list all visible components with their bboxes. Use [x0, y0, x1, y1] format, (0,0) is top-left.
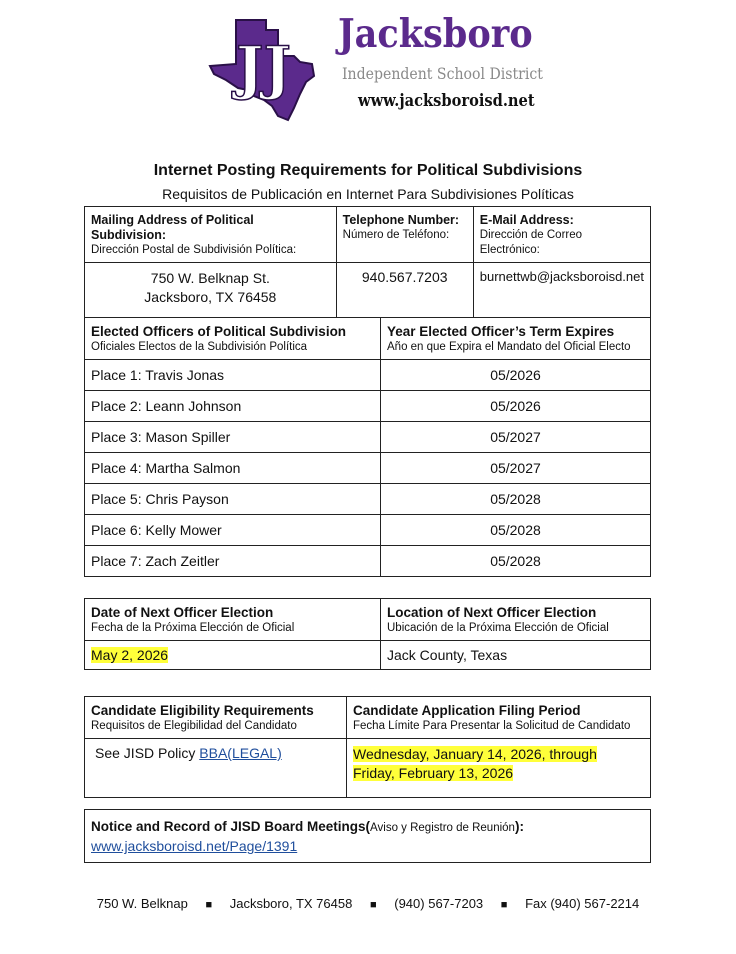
- officer-term: 05/2028: [381, 515, 651, 546]
- district-website: www.jacksboroisd.net: [358, 91, 535, 111]
- officer-name: Place 2: Leann Johnson: [85, 391, 381, 422]
- election-date-cell: [85, 641, 381, 670]
- officer-name: Place 5: Chris Payson: [85, 484, 381, 515]
- email-header: [473, 207, 650, 263]
- email-value[interactable]: burnettwb@jacksboroisd.net: [479, 269, 644, 284]
- district-subtitle: Independent School District: [342, 64, 543, 83]
- footer: [0, 896, 736, 911]
- mailing-label-es: Dirección Postal de Subdivisión Política:: [91, 244, 297, 256]
- officer-name: Place 3: Mason Spiller: [85, 422, 381, 453]
- election-location-cell: [381, 641, 651, 670]
- table-row: [85, 391, 651, 422]
- footer-separator: ■: [500, 899, 508, 911]
- footer-separator: ■: [369, 899, 377, 911]
- candidate-table: [84, 696, 651, 798]
- address-line2: Jacksboro, TX 76458: [144, 289, 277, 305]
- officer-name: Place 4: Martha Salmon: [85, 453, 381, 484]
- table-row: [85, 453, 651, 484]
- meetings-paren-close: ):: [514, 819, 524, 834]
- footer-city: Jacksboro, TX 76458: [229, 896, 353, 911]
- policy-prefix: See JISD Policy: [95, 745, 200, 761]
- meetings-label-es: Aviso y Registro de Reunión: [370, 822, 515, 834]
- footer-fax: Fax (940) 567-2214: [525, 896, 640, 911]
- meetings-table: [84, 809, 651, 863]
- footer-separator: ■: [205, 899, 213, 911]
- officers-label-es: Oficiales Electos de la Subdivisión Política: [91, 341, 308, 353]
- table-row: [85, 422, 651, 453]
- officer-name: Place 6: Kelly Mower: [85, 515, 381, 546]
- table-row: [85, 484, 651, 515]
- election-location-value: Jack County, Texas: [387, 647, 508, 663]
- eligibility-cell: [85, 739, 347, 798]
- phone-value: 940.567.7203: [361, 269, 448, 285]
- table-row: [85, 546, 651, 577]
- email-label-es: Dirección de Correo Electrónico:: [479, 229, 583, 256]
- election-date-value: May 2, 2026: [91, 647, 169, 663]
- phone-label-es: Número de Teléfono:: [342, 229, 450, 241]
- meetings-paren-open: (: [365, 819, 371, 834]
- officer-term: 05/2028: [381, 546, 651, 577]
- election-location-header: [381, 599, 651, 641]
- policy-link[interactable]: BBA(LEGAL): [199, 745, 282, 761]
- phone-header: [336, 207, 473, 263]
- officer-term: 05/2026: [381, 360, 651, 391]
- election-table: [84, 598, 651, 670]
- officer-term: 05/2027: [381, 422, 651, 453]
- term-header: [381, 318, 651, 360]
- election-location-label: Location of Next Officer Election: [387, 605, 597, 620]
- phone-label: Telephone Number:: [342, 213, 460, 227]
- address-cell: [85, 263, 337, 318]
- meetings-label: Notice and Record of JISD Board Meetings: [91, 819, 366, 834]
- election-date-header: [85, 599, 381, 641]
- phone-cell: [336, 263, 473, 318]
- meetings-link[interactable]: www.jacksboroisd.net/Page/1391: [91, 838, 298, 854]
- meetings-cell: [85, 810, 651, 863]
- officers-table: [84, 317, 651, 577]
- officer-name: Place 7: Zach Zeitler: [85, 546, 381, 577]
- email-label: E-Mail Address:: [479, 213, 574, 227]
- district-name: Jacksboro: [338, 11, 533, 57]
- term-label: Year Elected Officer’s Term Expires: [387, 324, 615, 339]
- eligibility-header: [85, 697, 347, 739]
- officer-term: 05/2027: [381, 453, 651, 484]
- table-row: [85, 360, 651, 391]
- filing-label-es: Fecha Límite Para Presentar la Solicitud de Candidato: [353, 720, 631, 732]
- officers-label: Elected Officers of Political Subdivision: [91, 324, 347, 339]
- contact-table: [84, 206, 651, 318]
- election-location-label-es: Ubicación de la Próxima Elección de Oficial: [387, 622, 609, 634]
- filing-line2: Friday, February 13, 2026: [353, 765, 514, 781]
- officer-term: 05/2028: [381, 484, 651, 515]
- district-logo: [208, 16, 318, 126]
- footer-phone: (940) 567-7203: [394, 896, 484, 911]
- page-title: Internet Posting Requirements for Political Subdivisions: [153, 162, 583, 179]
- officer-term: 05/2026: [381, 391, 651, 422]
- table-row: [85, 515, 651, 546]
- address-line1: 750 W. Belknap St.: [150, 270, 270, 286]
- logo-letters: JJ: [236, 34, 291, 102]
- eligibility-label-es: Requisitos de Elegibilidad del Candidato: [91, 720, 297, 732]
- filing-header: [347, 697, 651, 739]
- election-date-label: Date of Next Officer Election: [91, 605, 274, 620]
- filing-cell: [347, 739, 651, 798]
- filing-line1: Wednesday, January 14, 2026, through: [353, 746, 597, 762]
- eligibility-label: Candidate Eligibility Requirements: [91, 703, 314, 718]
- mailing-header: [85, 207, 337, 263]
- mailing-label: Mailing Address of Political Subdivision:: [91, 213, 254, 242]
- term-label-es: Año en que Expira el Mandato del Oficial Electo: [387, 341, 631, 353]
- filing-label: Candidate Application Filing Period: [353, 703, 581, 718]
- officers-header: [85, 318, 381, 360]
- election-date-label-es: Fecha de la Próxima Elección de Oficial: [91, 622, 295, 634]
- brand: [338, 12, 548, 56]
- officer-name: Place 1: Travis Jonas: [85, 360, 381, 391]
- page-subtitle: Requisitos de Publicación en Internet Para Subdivisiones Políticas: [162, 186, 574, 202]
- email-cell: [473, 263, 650, 318]
- footer-address: 750 W. Belknap: [96, 896, 188, 911]
